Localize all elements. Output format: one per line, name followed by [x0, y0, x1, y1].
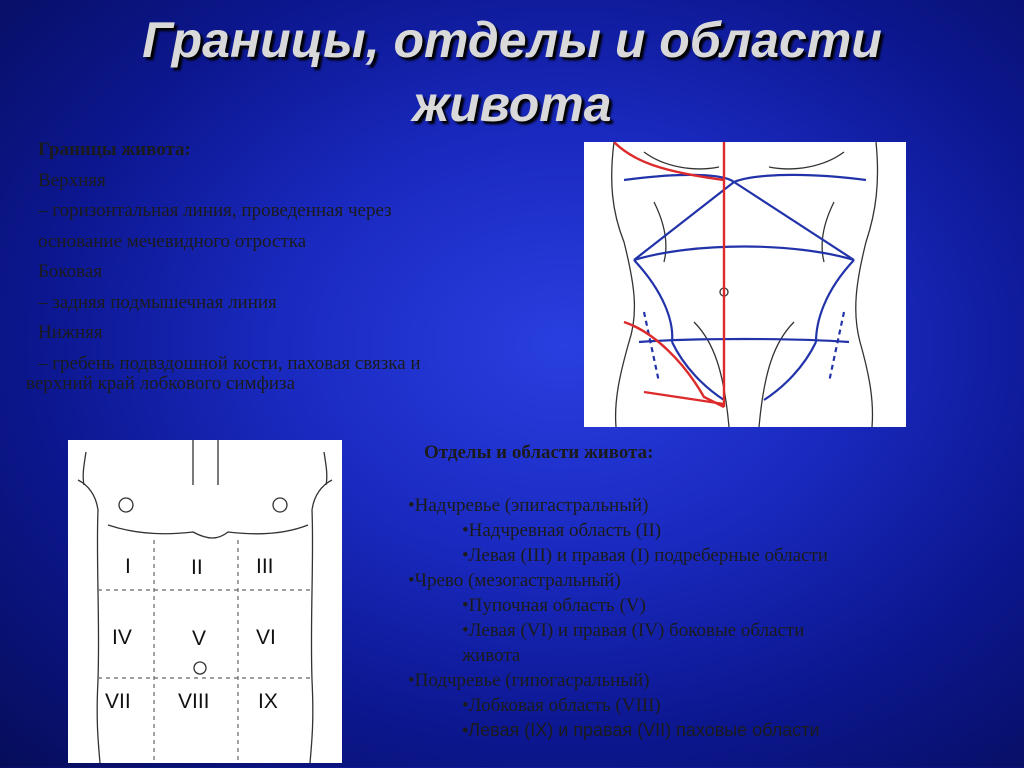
region-label: VII — [105, 690, 131, 713]
title-line-1: Границы, отделы и области — [142, 12, 882, 68]
sections-heading: Отделы и области живота: — [424, 442, 654, 463]
region-label: IV — [112, 626, 132, 649]
region-item-continued: живота — [462, 645, 521, 666]
region-label: IX — [258, 690, 278, 713]
region-label: VI — [256, 626, 276, 649]
region-item: •Пупочная область (V) — [462, 595, 646, 616]
border-line: Нижняя — [38, 322, 103, 343]
abdomen-regions-figure — [68, 440, 342, 763]
border-line: – горизонтальная линия, проведенная через — [38, 200, 392, 221]
section-item: •Подчревье (гипогасральный) — [408, 670, 650, 691]
border-line: Боковая — [38, 261, 103, 282]
region-label: III — [256, 555, 274, 578]
region-item: •Левая (III) и правая (I) подреберные области — [462, 545, 828, 566]
section-item: •Чрево (мезогастральный) — [408, 570, 621, 591]
slide-title — [0, 8, 1024, 136]
region-label: II — [191, 556, 203, 579]
border-line: Верхняя — [38, 169, 106, 191]
border-line: – задняя подмышечная линия — [38, 291, 277, 313]
abdomen-regions-drawing — [68, 440, 342, 763]
region-label: I — [125, 555, 131, 578]
region-label: V — [192, 627, 207, 650]
border-line: верхний край лобкового симфиза — [26, 373, 295, 394]
borders-heading: Границы живота: — [38, 139, 191, 160]
abdomen-borders-drawing — [584, 142, 906, 427]
region-label: VIII — [178, 690, 210, 713]
abdomen-borders-figure — [584, 142, 906, 427]
border-line: – гребень подвздошной кости, паховая связка и — [38, 352, 421, 374]
region-item: •Левая (IX) и правая (VII) паховые области — [462, 720, 820, 740]
border-line: основание мечевидного отростка — [38, 230, 307, 252]
region-item: •Надчревная область (II) — [462, 520, 662, 541]
sections-text-block — [408, 440, 1008, 743]
region-item: •Лобковая область (VIII) — [462, 695, 661, 716]
region-item: •Левая (VI) и правая (IV) боковые области — [462, 620, 805, 641]
title-line-2: живота — [412, 76, 612, 132]
section-item: •Надчревье (эпигастральный) — [408, 495, 649, 516]
borders-text-block — [26, 135, 586, 395]
